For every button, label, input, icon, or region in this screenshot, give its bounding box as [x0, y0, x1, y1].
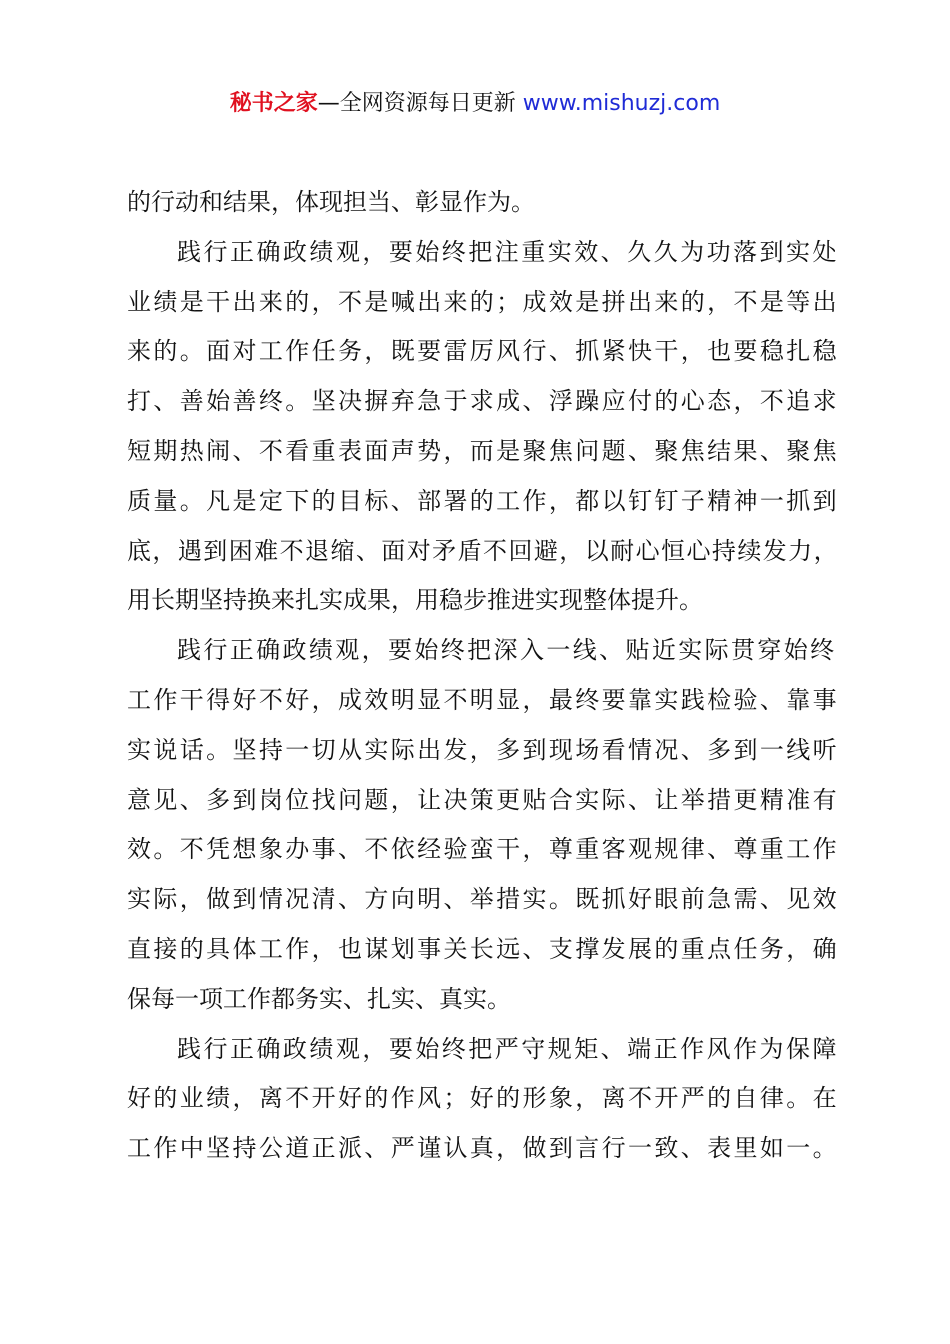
text-line: 工作中坚持公道正派、严谨认真，做到言行一致、表里如一。 — [127, 1134, 839, 1163]
brand-name: 秘书之家 — [229, 91, 318, 116]
text-line: 用长期坚持换来扎实成果，用稳步推进实现整体提升。 — [127, 586, 703, 615]
site-url-link[interactable]: www.mishuzj.com — [522, 91, 721, 116]
text-line: 实际，做到情况清、方向明、举措实。既抓好眼前急需、见效 — [127, 885, 839, 914]
text-line: 实说话。坚持一切从实际出发，多到现场看情况、多到一线听 — [127, 735, 839, 764]
document-body — [127, 178, 839, 1174]
text-line: 直接的具体工作，也谋划事关长远、支撑发展的重点任务，确 — [127, 934, 839, 963]
text-line: 践行正确政绩观，要始终把深入一线、贴近实际贯穿始终 — [177, 636, 837, 665]
text-line: 好的业绩，离不开好的作风；好的形象，离不开严的自律。在 — [127, 1084, 839, 1113]
text-line: 底，遇到困难不退缩、面对矛盾不回避，以耐心恒心持续发力， — [127, 536, 840, 565]
text-line: 业绩是干出来的，不是喊出来的；成效是拼出来的，不是等出 — [127, 287, 839, 316]
text-line: 的行动和结果，体现担当、彰显作为。 — [127, 188, 535, 216]
text-line: 来的。面对工作任务，既要雷厉风行、抓紧快干，也要稳扎稳 — [127, 337, 839, 366]
text-line: 工作干得好不好，成效明显不明显，最终要靠实践检验、靠事 — [127, 685, 839, 714]
text-line: 效。不凭想象办事、不依经验蛮干，尊重客观规律、尊重工作 — [127, 835, 839, 864]
text-line: 打、善始善终。坚决摒弃急于求成、浮躁应付的心态，不追求 — [127, 387, 839, 416]
text-line: 践行正确政绩观，要始终把注重实效、久久为功落到实处 — [177, 237, 839, 266]
text-line: 质量。凡是定下的目标、部署的工作，都以钉钉子精神一抓到 — [127, 486, 839, 515]
text-line: 意见、多到岗位找问题，让决策更贴合实际、让举措更精准有 — [127, 785, 839, 814]
text-line: 保每一项工作都务实、扎实、真实。 — [127, 984, 511, 1013]
header-tagline: —全网资源每日更新 — [317, 91, 516, 116]
text-line: 短期热闹、不看重表面声势，而是聚焦问题、聚焦结果、聚焦 — [127, 436, 839, 465]
page-header — [0, 88, 950, 120]
text-line: 践行正确政绩观，要始终把严守规矩、端正作风作为保障 — [177, 1034, 839, 1063]
